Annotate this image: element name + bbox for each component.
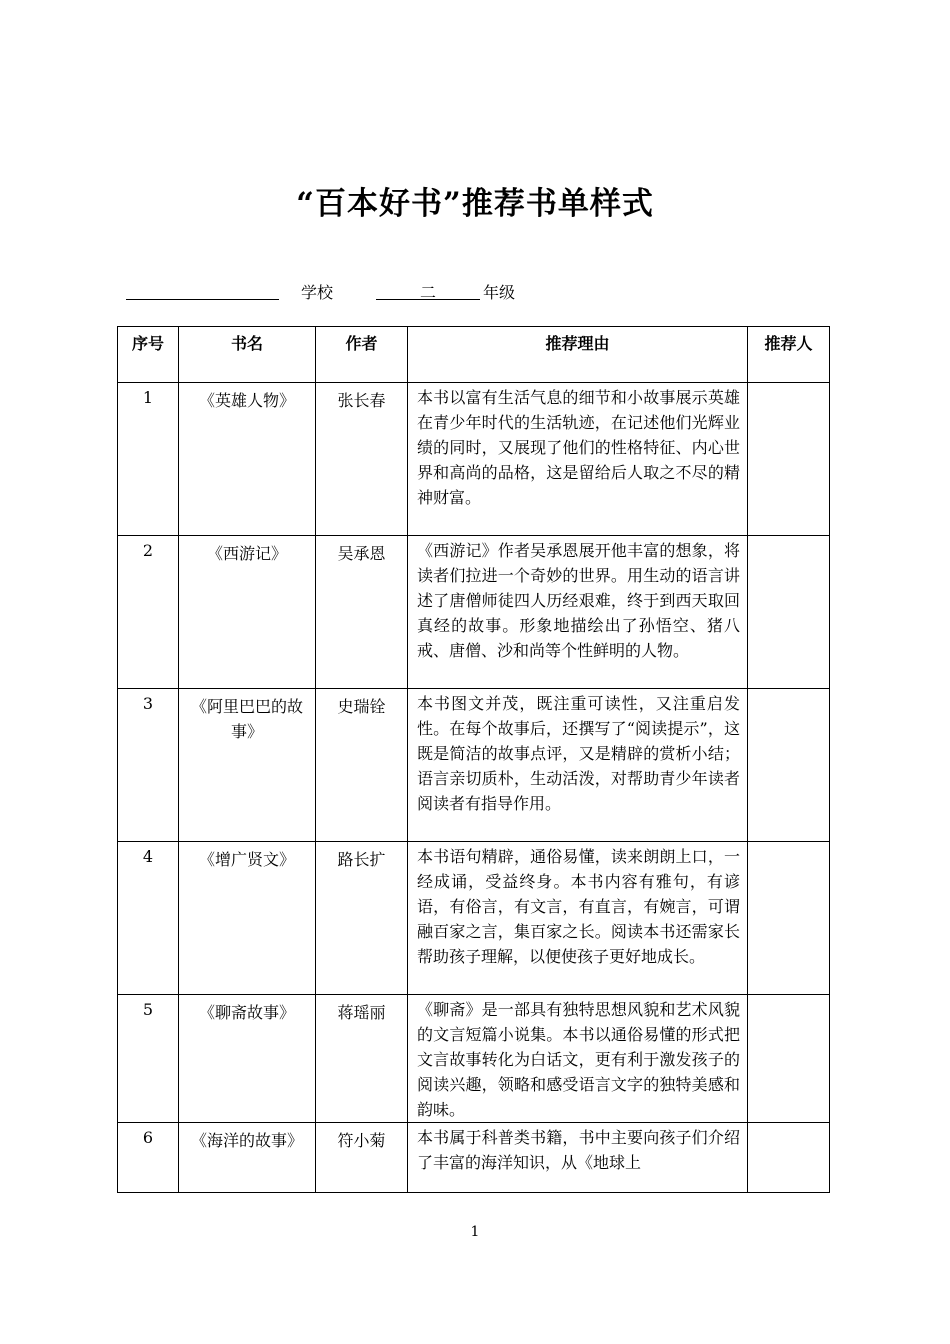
table-row — [118, 1123, 830, 1193]
page-title: “百本好书”推荐书单样式 — [296, 186, 654, 222]
table-row — [118, 995, 830, 1123]
table-row — [118, 689, 830, 842]
row-book: 《西游记》 — [179, 536, 316, 689]
row-book: 《增广贤文》 — [179, 842, 316, 995]
row-reason: 本书以富有生活气息的细节和小故事展示英雄在青少年时代的生活轨迹，在记述他们光辉业绩的同时，又展现了他们的性格特征、内心世界和高尚的品格，这是留给后人取之不尽的精神财富。 — [408, 383, 748, 536]
row-reason: 本书语句精辟，通俗易懂，读来朗朗上口，一经成诵，受益终身。本书内容有雅句，有谚语，有俗言，有文言，有直言，有婉言，可谓融百家之言，集百家之长。阅读本书还需家长帮助孩子理解，以便使孩子更好地成长。 — [408, 842, 748, 995]
row-recommender — [748, 995, 830, 1123]
table-row — [118, 536, 830, 689]
row-index: 2 — [118, 536, 179, 689]
row-index: 5 — [118, 995, 179, 1123]
table-row — [118, 842, 830, 995]
header-book: 书名 — [179, 327, 316, 383]
row-author: 吴承恩 — [316, 536, 408, 689]
row-author: 张长春 — [316, 383, 408, 536]
row-book: 《聊斋故事》 — [179, 995, 316, 1123]
row-reason: 本书图文并茂，既注重可读性，又注重启发性。在每个故事后，还撰写了“阅读提示”，这既是简洁的故事点评，又是精辟的赏析小结；语言亲切质朴，生动活泼，对帮助青少年读者阅读者有指导作用。 — [408, 689, 748, 842]
row-author: 史瑞铨 — [316, 689, 408, 842]
header-reason: 推荐理由 — [408, 327, 748, 383]
grade-value: 二 — [376, 280, 480, 300]
row-index: 3 — [118, 689, 179, 842]
row-reason: 《聊斋》是一部具有独特思想风貌和艺术风貌的文言短篇小说集。本书以通俗易懂的形式把文言故事转化为白话文，更有利于激发孩子的阅读兴趣，领略和感受语言文字的独特美感和韵味。 — [408, 995, 748, 1123]
header-index: 序号 — [118, 327, 179, 383]
row-book: 《英雄人物》 — [179, 383, 316, 536]
table-row — [118, 383, 830, 536]
row-book: 《海洋的故事》 — [179, 1123, 316, 1193]
row-author: 路长扩 — [316, 842, 408, 995]
school-blank — [126, 280, 279, 300]
header-recommender: 推荐人 — [748, 327, 830, 383]
row-index: 6 — [118, 1123, 179, 1193]
row-author: 符小菊 — [316, 1123, 408, 1193]
table-header-row — [118, 327, 830, 383]
header-author: 作者 — [316, 327, 408, 383]
row-author: 蒋瑶丽 — [316, 995, 408, 1123]
page-number: 1 — [470, 1224, 480, 1240]
row-index: 1 — [118, 383, 179, 536]
row-recommender — [748, 1123, 830, 1193]
row-reason: 本书属于科普类书籍，书中主要向孩子们介绍了丰富的海洋知识，从《地球上 — [408, 1123, 748, 1193]
row-recommender — [748, 536, 830, 689]
row-book: 《阿里巴巴的故事》 — [179, 689, 316, 842]
row-recommender — [748, 383, 830, 536]
grade-label: 年级 — [483, 283, 516, 302]
row-reason: 《西游记》作者吴承恩展开他丰富的想象，将读者们拉进一个奇妙的世界。用生动的语言讲述了唐僧师徒四人历经艰难，终于到西天取回真经的故事。形象地描绘出了孙悟空、猪八戒、唐僧、沙和尚等个性鲜明的人物。 — [408, 536, 748, 689]
row-index: 4 — [118, 842, 179, 995]
book-list-table — [117, 326, 830, 1193]
row-recommender — [748, 689, 830, 842]
row-recommender — [748, 842, 830, 995]
school-label: 学校 — [301, 283, 334, 302]
